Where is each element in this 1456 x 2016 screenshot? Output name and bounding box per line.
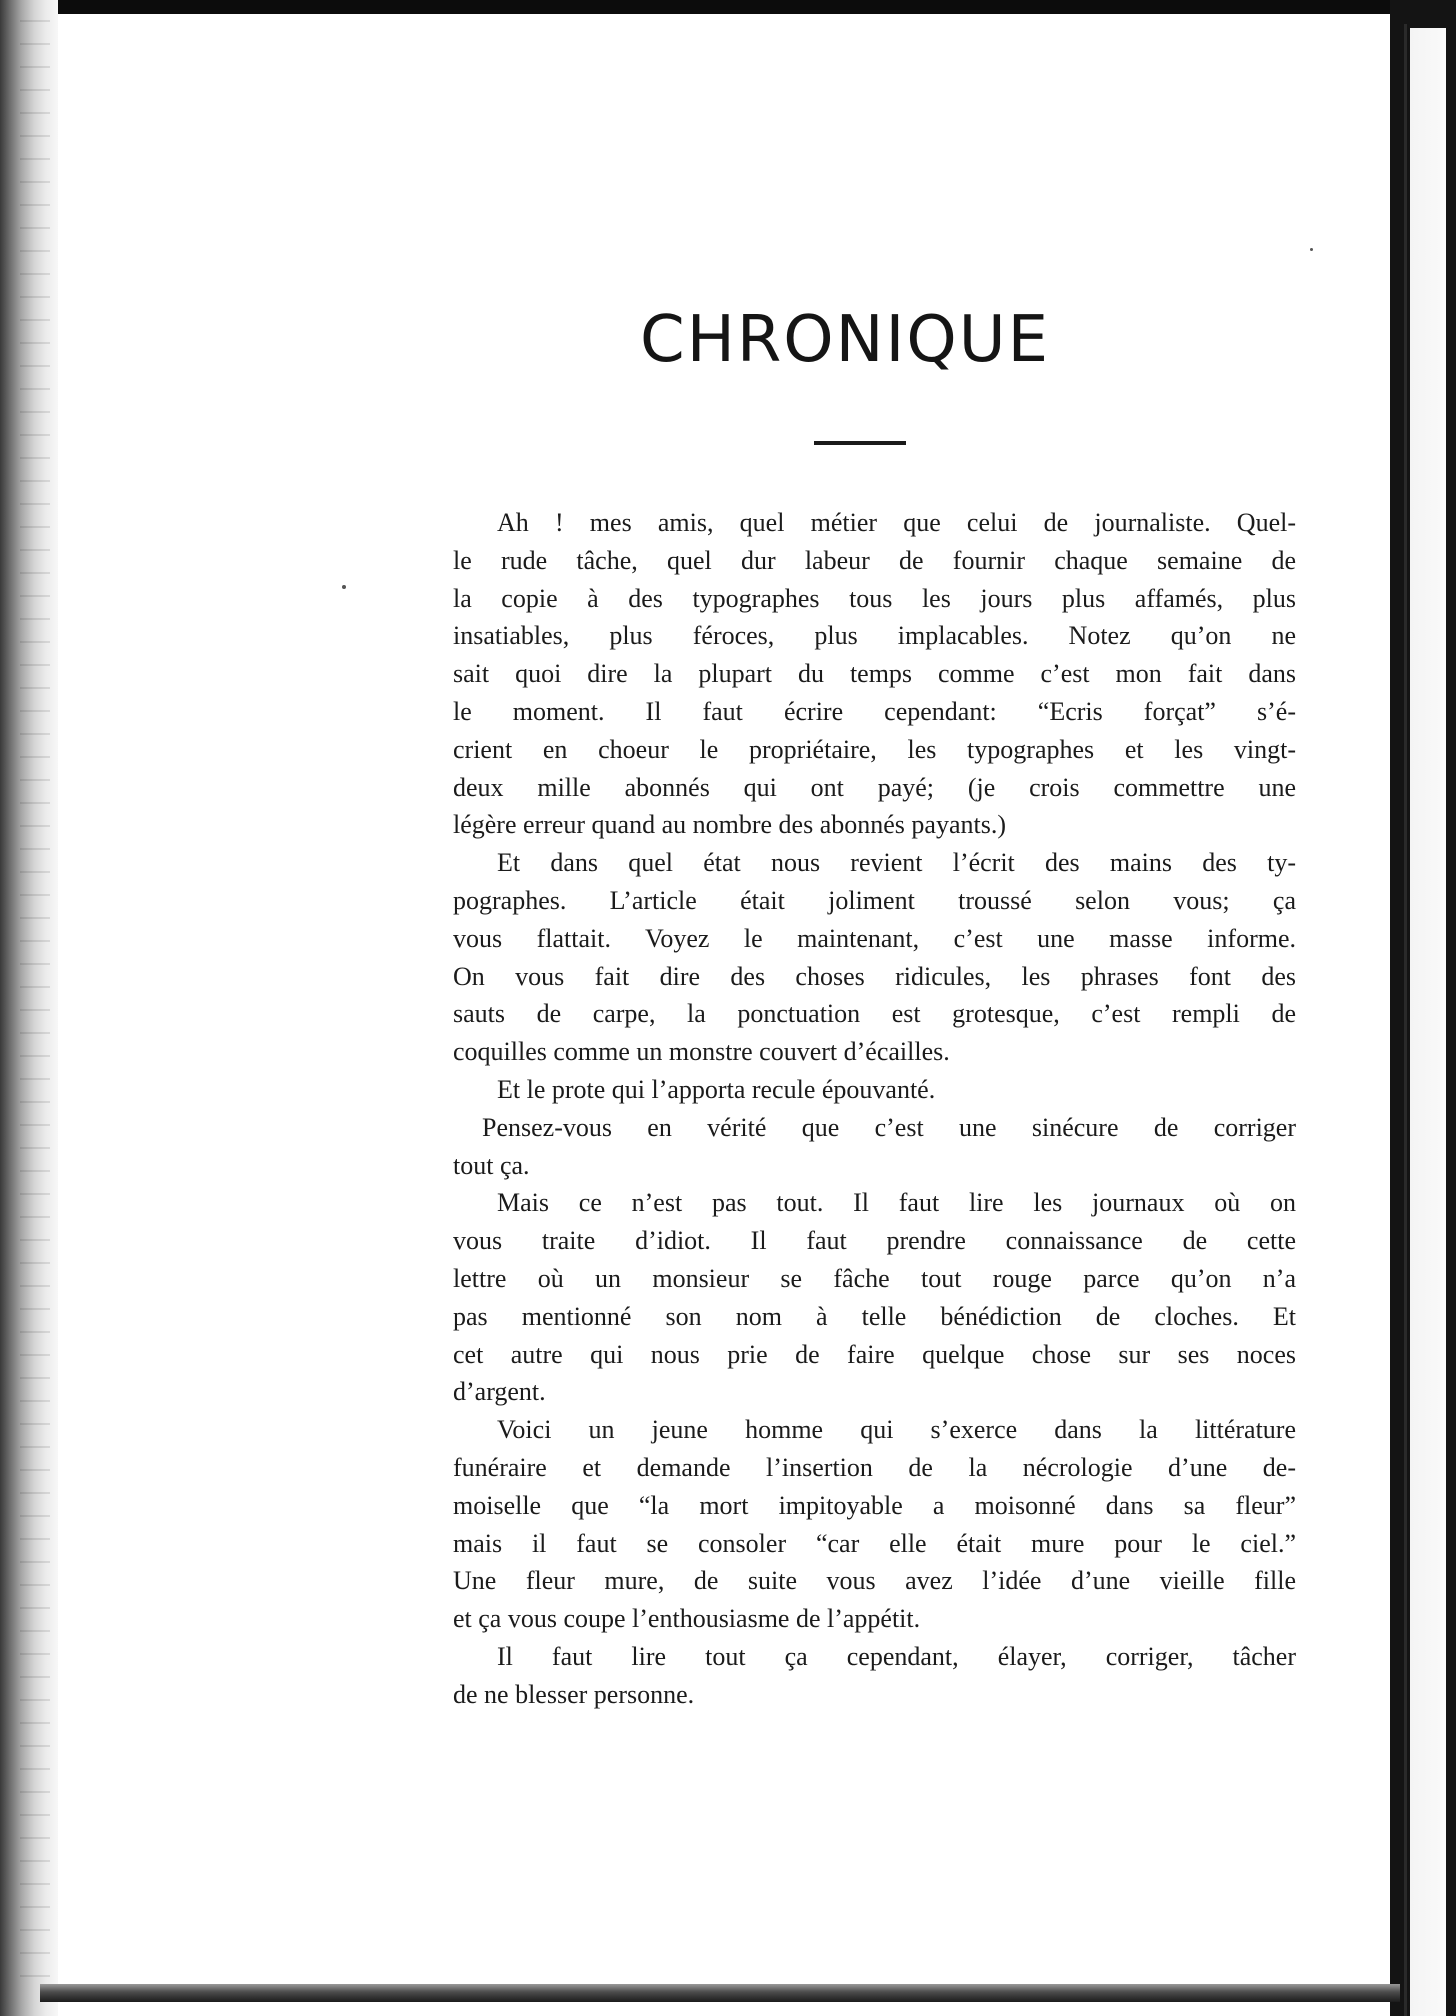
paragraph-5 — [453, 1184, 1296, 1411]
text-line: sait quoi dire la plupart du temps comme c’est mon fait dans — [453, 659, 1296, 689]
text-line: lettre où un monsieur se fâche tout rouge parce qu’on n’a — [453, 1263, 1296, 1293]
text-line: mais il faut se consoler “car elle était mure pour le ciel.” — [453, 1528, 1296, 1558]
text-line: pographes. L’article était joliment troussé selon vous; ça — [453, 885, 1296, 915]
top-scan-border — [0, 0, 1456, 14]
text-line: coquilles comme un monstre couvert d’écailles. — [453, 1037, 950, 1067]
bottom-book-edge — [40, 1984, 1400, 2002]
text-line: Ah ! mes amis, quel métier que celui de journaliste. Quel- — [497, 508, 1296, 537]
paper-speck — [1310, 248, 1313, 251]
paragraph-4 — [453, 1109, 1296, 1185]
text-line: vous traite d’idiot. Il faut prendre connaissance de cette — [453, 1226, 1296, 1256]
text-line: Voici un jeune homme qui s’exerce dans la littérature — [497, 1415, 1296, 1445]
text-line: Il faut lire tout ça cependant, élayer, corriger, tâcher — [497, 1641, 1296, 1671]
right-page-edge-line — [1404, 24, 1407, 2016]
paragraph-7 — [453, 1638, 1296, 1714]
text-line: On vous fait dire des choses ridicules, les phrases font des — [453, 961, 1296, 991]
paragraph-3 — [453, 1071, 1296, 1109]
text-line: crient en choeur le propriétaire, les typographes et les vingt- — [453, 734, 1296, 764]
page-title: CHRONIQUE — [640, 303, 1051, 377]
text-line: Une fleur mure, de suite vous avez l’idée d’une vieille fille — [453, 1566, 1296, 1596]
paragraph-1 — [453, 504, 1296, 844]
text-line: funéraire et demande l’insertion de la nécrologie d’une de- — [453, 1452, 1296, 1482]
text-line: deux mille abonnés qui ont payé; (je crois commettre une — [453, 772, 1296, 802]
text-line: le moment. Il faut écrire cependant: “Ecris forçat” s’é- — [453, 696, 1296, 726]
paper-speck — [342, 585, 346, 589]
text-line: pas mentionné son nom à telle bénédiction de cloches. Et — [453, 1301, 1296, 1331]
text-line: de ne blesser personne. — [453, 1679, 695, 1709]
title-rule — [814, 441, 906, 445]
paragraph-2 — [453, 844, 1296, 1071]
paragraph-6 — [453, 1411, 1296, 1638]
text-line: sauts de carpe, la ponctuation est grotesque, c’est rempli de — [453, 999, 1296, 1029]
text-line: le rude tâche, quel dur labeur de fournir chaque semaine de — [453, 545, 1296, 575]
text-line: Et le prote qui l’apporta recule épouvanté. — [497, 1074, 936, 1104]
text-line: tout ça. — [453, 1150, 530, 1180]
text-line: la copie à des typographes tous les jours plus affamés, plus — [453, 583, 1296, 613]
left-edge-texture — [20, 20, 50, 1980]
text-line: vous flattait. Voyez le maintenant, c’est une masse informe. — [453, 923, 1296, 953]
text-line: Mais ce n’est pas tout. Il faut lire les journaux où on — [497, 1188, 1296, 1218]
text-line: cet autre qui nous prie de faire quelque chose sur ses noces — [453, 1339, 1296, 1369]
text-line: insatiables, plus féroces, plus implacables. Notez qu’on ne — [453, 621, 1296, 651]
text-line: d’argent. — [453, 1377, 546, 1407]
text-line: moiselle que “la mort impitoyable a moisonné dans sa fleur” — [453, 1490, 1296, 1520]
next-page-sliver — [1410, 28, 1446, 2016]
text-line: légère erreur quand au nombre des abonnés payants.) — [453, 810, 1006, 840]
text-line: Et dans quel état nous revient l’écrit des mains des ty- — [497, 848, 1296, 878]
text-line: et ça vous coupe l’enthousiasme de l’appétit. — [453, 1604, 921, 1634]
article-body — [453, 504, 1296, 1714]
text-line: Pensez-vous en vérité que c’est une sinécure de corriger — [482, 1112, 1296, 1142]
